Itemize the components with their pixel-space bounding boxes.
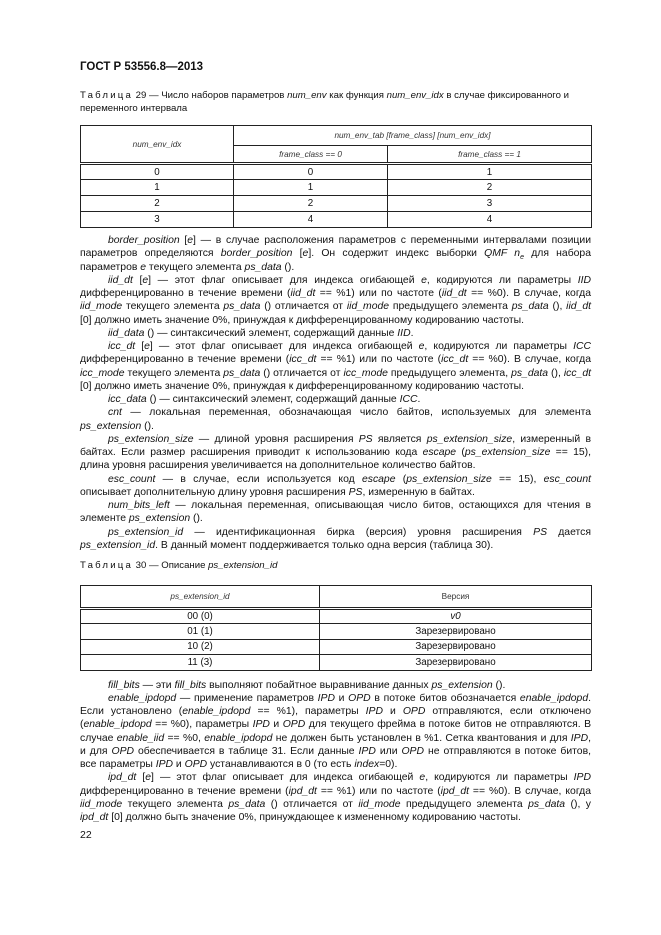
italic-term: ps_data: [511, 301, 549, 313]
table-cell: 2: [388, 180, 592, 196]
italic-term: ipd_dt: [440, 785, 469, 797]
text-run: — эти: [139, 679, 175, 691]
paragraph: [80, 526, 591, 553]
caption-text: [133, 560, 277, 571]
table-row: [81, 624, 592, 640]
text-run: () отличается от: [265, 798, 359, 810]
italic-term: IID: [577, 274, 591, 286]
italic-term: PS: [348, 486, 363, 498]
italic-term: ps_extension: [431, 679, 493, 691]
text-run: == %1) или по частоте (: [316, 354, 442, 366]
italic-term: enable_ipdopd: [519, 692, 589, 704]
italic-term: enable_ipdopd: [108, 692, 177, 704]
italic-term: ps_extension_id: [108, 526, 184, 538]
text-run: предыдущего элемента: [400, 798, 529, 810]
italic-term: enable_iid: [116, 732, 165, 744]
text-run: () — синтаксический элемент, содержащий данные: [146, 394, 400, 405]
text-run: [0] должно быть значение 0%, принуждающее к измененному кодированию частоты.: [108, 812, 521, 823]
text-run: дифференцированно в течение времени (: [80, 354, 290, 366]
paragraph: [80, 499, 591, 526]
text-run: == %1), параметры: [250, 706, 366, 717]
italic-term: iid_mode: [358, 798, 401, 810]
italic-term: num_bits_left: [108, 500, 170, 511]
italic-term: num_env: [287, 90, 327, 101]
italic-term: iid_dt: [441, 288, 467, 299]
italic-term: border_position: [108, 235, 180, 246]
text-run: .: [417, 394, 421, 405]
italic-term: enable_ipdopd: [83, 719, 152, 731]
table-30: [80, 585, 592, 671]
italic-term: IPD: [570, 732, 589, 744]
text-run: , и для: [80, 732, 592, 757]
text-run: ] — этот флаг описывает для индекса огибающей: [151, 772, 420, 784]
text-run: ] — в случае расположения параметров с переменными интервалами позиции параметров определяются: [80, 235, 591, 260]
paragraph: [80, 771, 591, 824]
italic-term: icc_data: [108, 394, 147, 405]
table-cell: 11 (3): [81, 655, 320, 671]
table-row: [81, 639, 592, 655]
text-run: — в случае, если используется код: [155, 473, 362, 485]
italic-term: iid_dt: [290, 288, 316, 299]
text-run: (: [395, 473, 407, 485]
italic-term: ps_extension: [128, 513, 191, 525]
table-row: [81, 180, 592, 196]
italic-term: fill_bits: [174, 679, 207, 691]
italic-term: escape: [361, 473, 396, 485]
table-row: [81, 608, 592, 624]
text-run: как функция: [326, 90, 387, 101]
italic-term: ICC: [573, 341, 591, 352]
text-run: [: [136, 772, 146, 784]
text-run: , кодируются ли параметры: [424, 341, 574, 352]
italic-term: OPD: [111, 745, 135, 757]
italic-term: OPD: [402, 706, 426, 717]
col-header-version: Версия: [320, 585, 592, 608]
italic-term: IPD: [365, 706, 383, 717]
text-run: () отличается от: [260, 301, 347, 313]
italic-term: num_env_idx: [386, 90, 444, 101]
text-run: , кодируются ли параметры: [425, 772, 574, 784]
text-run: (),: [548, 367, 564, 379]
text-run: дифференцированно в течение времени (: [80, 288, 291, 299]
italic-term: fill_bits: [108, 679, 140, 691]
paragraph: [80, 473, 591, 500]
text-run: для текущего фрейма в потоке битов не отправляются. В случае: [80, 719, 592, 744]
text-run: (), у: [565, 798, 591, 810]
text-run: дифференцированно в течение времени (: [80, 785, 289, 797]
table-cell: 01 (1): [81, 624, 320, 640]
italic-term: PS: [533, 526, 548, 538]
paragraph: [80, 692, 591, 772]
paragraph: [80, 234, 591, 274]
italic-term: ipd_dt: [288, 785, 317, 797]
table-cell: 0: [234, 164, 388, 180]
table-row: [81, 164, 592, 180]
caption-text: [80, 90, 569, 114]
text-run: дается: [547, 526, 591, 538]
text-run: предыдущего элемента: [389, 301, 512, 313]
text-run: == 15), длина уровня расширения увеличивается на дополнительное количество байтов.: [80, 447, 591, 472]
text-run: == %0). В случае, когда: [468, 785, 591, 797]
text-run: является: [372, 433, 427, 445]
text-run: 30 — Описание: [133, 560, 209, 571]
italic-term: iid_mode: [80, 798, 123, 810]
paragraph: [80, 679, 591, 692]
text-run: — локальная переменная, описывающая число битов, остающихся для чтения в элементе: [80, 500, 591, 525]
text-run: == %0). В случае, когда: [468, 354, 591, 366]
text-run: () — синтаксический элемент, содержащий данные: [144, 327, 398, 339]
table-row: [81, 655, 592, 671]
text-run: [: [135, 341, 145, 352]
subscript: e: [520, 254, 524, 262]
text-run: ().: [190, 513, 203, 525]
table-29-caption: [80, 90, 592, 115]
italic-term: ps_extension_size: [426, 433, 513, 445]
text-run: обеспечивается в таблице 31. Если данные: [134, 745, 359, 757]
text-run: предыдущего элемента,: [387, 367, 512, 379]
text-run: [: [132, 274, 143, 286]
italic-term: icc_dt: [563, 367, 591, 379]
paragraph: [80, 406, 591, 433]
table-cell: 1: [81, 180, 234, 196]
italic-term: esc_count: [108, 473, 156, 485]
text-run: отправляются, если отключено (: [80, 706, 591, 731]
table-cell: 4: [388, 212, 592, 228]
italic-term: OPD: [348, 692, 371, 704]
italic-term: e: [421, 274, 427, 286]
italic-term: border_position: [220, 248, 293, 260]
document-header: ГОСТ Р 53556.8—2013: [80, 61, 204, 73]
text-run: текущего элемента: [124, 367, 224, 379]
paragraph: [80, 340, 591, 393]
table-row: [81, 196, 592, 212]
text-run: . В данный момент поддерживается только одна версия (таблица 30).: [155, 539, 494, 551]
italic-term: PS: [358, 433, 373, 445]
italic-term: OPD: [184, 759, 208, 770]
italic-term: esc_count: [543, 473, 591, 485]
text-run: () отличается от: [260, 367, 344, 379]
italic-term: ps_extension_id: [208, 560, 278, 571]
text-run: ]. Он содержит индекс выборки: [308, 248, 485, 260]
text-run: и: [335, 692, 349, 704]
text-run: 29 — Число наборов параметров: [133, 90, 288, 101]
italic-term: e: [418, 341, 425, 352]
text-run: ] — этот флаг описывает для индекса огибающей: [149, 341, 419, 352]
italic-term: ps_data: [528, 798, 566, 810]
table-30-caption: [80, 560, 592, 573]
text-run: и: [382, 706, 403, 717]
text-run: в случае фиксированного и переменного интервала: [80, 90, 569, 114]
italic-term: ps_extension_id: [80, 539, 156, 551]
table-cell: 3: [81, 212, 234, 228]
text-run: == %1) или по частоте (: [316, 785, 441, 797]
text-run: и: [173, 759, 185, 770]
text-run: описывает дополнительную длину уровня расширения: [80, 486, 349, 498]
italic-term: ps_data: [511, 367, 549, 379]
italic-term: e: [187, 235, 194, 246]
table-cell: Зарезервировано: [320, 655, 592, 671]
paragraph: [80, 433, 591, 473]
text-run: текущего элемента: [146, 261, 245, 273]
col-header-frame-class-1: frame_class == 1: [388, 146, 592, 164]
italic-term: OPD: [401, 745, 424, 757]
text-run: == %0). В случае, когда: [466, 288, 591, 299]
italic-term: icc_dt: [108, 341, 136, 352]
text-run: == %0,: [164, 732, 205, 744]
body-text-1: [80, 234, 591, 552]
italic-term: ps_data: [228, 798, 266, 810]
text-run: == %1) или по частоте (: [315, 288, 442, 299]
text-run: , измеренную в байтах.: [362, 486, 475, 498]
text-run: и: [269, 719, 283, 731]
text-run: [: [292, 248, 303, 260]
table-cell: 00 (0): [81, 608, 320, 624]
italic-term: e: [140, 261, 147, 273]
italic-term: enable_ipdopd: [204, 732, 273, 744]
italic-term: ps_extension_size: [108, 433, 194, 445]
italic-term: iid_data: [108, 327, 145, 339]
text-run: текущего элемента: [122, 301, 224, 313]
italic-term: ps_extension_size: [464, 447, 551, 458]
col-header-group: num_env_tab [frame_class] [num_env_idx]: [234, 126, 592, 146]
text-run: не должен быть установлен в %1. Сетка квантования и для: [272, 732, 571, 744]
italic-term: ps_extension: [80, 420, 142, 432]
table-cell: 0: [81, 164, 234, 180]
italic-term: ps_extension_size: [406, 473, 492, 485]
italic-term: icc_dt: [441, 354, 469, 366]
italic-term: IPD: [358, 745, 376, 757]
italic-term: IPD: [573, 772, 591, 784]
italic-term: ipd_dt: [108, 772, 137, 784]
italic-term: QMF n: [484, 248, 521, 260]
italic-term: IPD: [252, 719, 270, 731]
text-run: — применение параметров: [176, 692, 318, 704]
text-run: [: [179, 235, 188, 246]
italic-term: icc_mode: [80, 367, 125, 379]
table-cell: v0: [320, 608, 592, 624]
text-run: текущего элемента: [122, 798, 229, 810]
table-cell: Зарезервировано: [320, 639, 592, 655]
italic-term: iid_dt: [108, 274, 133, 286]
text-run: [0] должно иметь значение 0%, принуждая к дифференцированному кодированию частоты.: [80, 380, 525, 392]
table-29: [80, 125, 592, 228]
italic-term: IPD: [155, 759, 174, 770]
col-header-ps-extension-id: ps_extension_id: [81, 585, 320, 608]
italic-term: e: [144, 341, 150, 352]
paragraph: [80, 327, 591, 340]
table-cell: 3: [388, 196, 592, 212]
italic-term: ipd_dt: [80, 812, 109, 823]
italic-term: escape: [422, 447, 457, 458]
text-run: в потоке битов обозначается: [370, 692, 520, 704]
italic-term: cnt: [108, 407, 122, 419]
italic-term: e: [145, 772, 152, 784]
text-run: [0] должно иметь значение 0%, принуждая к дифференцированному кодированию частоты.: [80, 314, 525, 326]
italic-term: iid_mode: [346, 301, 390, 313]
table-cell: 4: [234, 212, 388, 228]
italic-term: enable_ipdopd: [182, 706, 251, 717]
italic-term: ps_data: [223, 301, 261, 313]
italic-term: ICC: [399, 394, 418, 405]
italic-term: index: [354, 759, 380, 770]
table-cell: 1: [388, 164, 592, 180]
text-run: ().: [141, 420, 154, 432]
text-run: == 15),: [491, 473, 544, 485]
italic-term: icc_mode: [343, 367, 388, 379]
text-run: , кодируются ли параметры: [426, 274, 578, 286]
italic-term: e: [142, 274, 149, 286]
col-header-num-env-idx: num_env_idx: [81, 126, 234, 164]
text-run: .: [410, 327, 414, 339]
page-number: 22: [80, 829, 92, 842]
text-run: . Если установлено (: [80, 692, 591, 717]
caption-label: Таблица: [80, 90, 134, 101]
italic-term: icc_dt: [289, 354, 317, 366]
text-run: (),: [548, 301, 567, 313]
text-run: выполняют побайтное выравнивание данных: [206, 679, 432, 691]
italic-term: e: [419, 772, 426, 784]
paragraph: [80, 393, 591, 406]
table-cell: Зарезервировано: [320, 624, 592, 640]
text-run: не отправляются в потоке битов, все параметры: [80, 745, 591, 770]
col-header-frame-class-0: frame_class == 0: [234, 146, 388, 164]
text-run: == %0), параметры: [151, 719, 253, 731]
italic-term: iid_mode: [80, 301, 123, 313]
text-run: , измеренный в байтах. Если размер расширения приводит к использованию кода: [80, 433, 591, 458]
text-run: или: [375, 745, 402, 757]
italic-term: e: [302, 248, 309, 260]
italic-term: IPD: [317, 692, 335, 704]
body-text-2: [80, 679, 591, 825]
text-run: устанавливаются в 0 (то есть: [207, 759, 355, 770]
table-cell: 2: [81, 196, 234, 212]
table-cell: 2: [234, 196, 388, 212]
italic-term: IID: [397, 327, 411, 339]
table-cell: 1: [234, 180, 388, 196]
caption-label: Таблица: [80, 560, 134, 571]
text-run: — длиной уровня расширения: [193, 433, 359, 445]
text-run: ] — этот флаг описывает для индекса огибающей: [148, 274, 422, 286]
italic-term: ps_data: [244, 261, 282, 273]
text-run: для набора параметров: [80, 248, 591, 273]
text-run: =0).: [379, 759, 398, 770]
italic-term: ps_data: [223, 367, 261, 379]
text-run: — локальная переменная, обозначающая число байтов, используемых для элемента: [121, 407, 591, 419]
text-run: ().: [492, 679, 506, 691]
table-row: [81, 212, 592, 228]
table-cell: 10 (2): [81, 639, 320, 655]
italic-term: OPD: [282, 719, 306, 731]
italic-term: iid_dt: [566, 301, 591, 313]
text-run: (: [456, 447, 465, 458]
text-run: ().: [281, 261, 295, 273]
paragraph: [80, 274, 591, 327]
text-run: — идентификационная бирка (версия) уровня расширения: [183, 526, 534, 538]
